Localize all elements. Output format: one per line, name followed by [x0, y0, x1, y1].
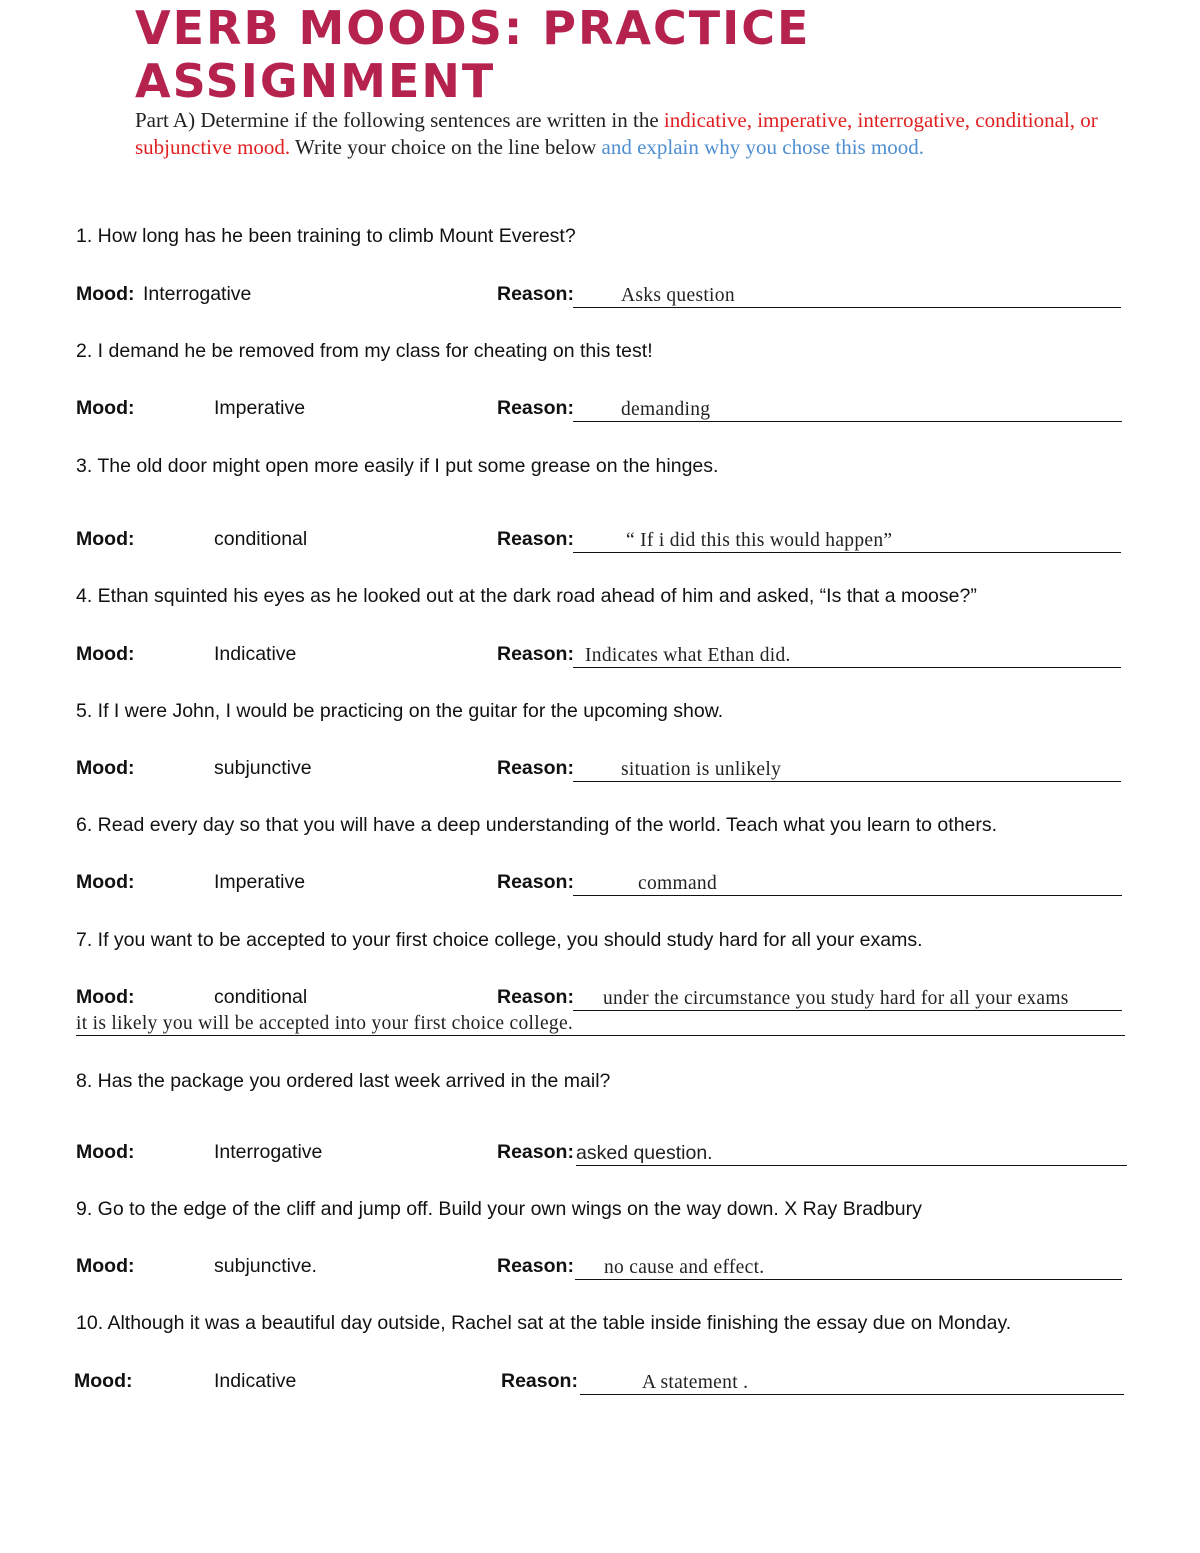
reason-field[interactable]	[573, 986, 1122, 1011]
reason-answer: “ If i did this this would happen”	[626, 530, 893, 551]
reason-answer: Asks question	[621, 285, 735, 306]
mood-label: Mood:	[76, 986, 135, 1008]
mood-answer[interactable]: subjunctive	[214, 757, 312, 779]
reason-label: Reason:	[497, 397, 574, 419]
instructions-part: Part A) Determine if the following sentences are written in the	[135, 108, 664, 132]
reason-answer: A statement .	[642, 1372, 749, 1393]
reason-answer: demanding	[621, 399, 711, 420]
question-text: 6. Read every day so that you will have a deep understanding of the world. Teach what you learn to others.	[76, 814, 998, 836]
mood-label: Mood:	[76, 397, 135, 419]
instructions	[135, 107, 1120, 161]
reason-field-continuation[interactable]	[76, 1011, 1125, 1036]
page-title: VERB MOODS: PRACTICE ASSIGNMENT	[135, 1, 811, 108]
reason-answer: Indicates what Ethan did.	[585, 645, 791, 666]
reason-label: Reason:	[497, 1141, 574, 1163]
mood-label: Mood:	[76, 871, 135, 893]
reason-label: Reason:	[497, 986, 574, 1008]
reason-field[interactable]	[573, 757, 1121, 782]
mood-answer[interactable]: subjunctive.	[214, 1255, 317, 1277]
question-text: 8. Has the package you ordered last week arrived in the mail?	[76, 1070, 611, 1092]
mood-answer[interactable]: Imperative	[214, 871, 306, 893]
answer-row	[0, 397, 1200, 427]
answer-row	[0, 643, 1200, 673]
mood-label: Mood:	[76, 528, 135, 550]
mood-answer[interactable]: Interrogative	[143, 283, 252, 305]
mood-label: Mood:	[76, 283, 135, 305]
reason-field[interactable]	[573, 528, 1121, 553]
mood-label: Mood:	[76, 643, 135, 665]
answer-row	[0, 871, 1200, 901]
reason-field[interactable]	[573, 871, 1122, 896]
reason-answer-continuation: it is likely you will be accepted into your first choice college.	[76, 1013, 574, 1034]
reason-label: Reason:	[501, 1370, 578, 1392]
mood-label: Mood:	[76, 757, 135, 779]
reason-field[interactable]	[576, 1141, 1127, 1166]
reason-answer: situation is unlikely	[621, 759, 782, 780]
reason-label: Reason:	[497, 871, 574, 893]
question-text: 9. Go to the edge of the cliff and jump off. Build your own wings on the way down. X Ray Bradbury	[76, 1198, 922, 1220]
mood-label: Mood:	[76, 1255, 135, 1277]
reason-label: Reason:	[497, 643, 574, 665]
mood-answer[interactable]: Indicative	[214, 643, 297, 665]
reason-label: Reason:	[497, 1255, 574, 1277]
answer-row	[0, 1141, 1200, 1171]
answer-row	[0, 1255, 1200, 1285]
mood-label: Mood:	[76, 1141, 135, 1163]
mood-answer[interactable]: conditional	[214, 528, 308, 550]
answer-row	[0, 283, 1200, 313]
reason-answer: no cause and effect.	[604, 1257, 765, 1278]
instructions-moods: indicative, imperative, interrogative, conditional, or subjunctive mood.	[135, 108, 1098, 159]
instructions-explain: and explain why you chose this mood.	[601, 135, 925, 159]
reason-label: Reason:	[497, 757, 574, 779]
mood-label: Mood:	[74, 1370, 133, 1392]
reason-answer: asked question.	[576, 1142, 713, 1164]
answer-row	[0, 1370, 1200, 1400]
question-text: 7. If you want to be accepted to your first choice college, you should study hard for all your exams.	[76, 929, 923, 951]
reason-field[interactable]	[575, 1255, 1122, 1280]
reason-field[interactable]	[573, 397, 1122, 422]
reason-field[interactable]	[573, 283, 1121, 308]
reason-answer: under the circumstance you study hard for all your exams	[603, 988, 1069, 1009]
reason-field[interactable]	[573, 643, 1121, 668]
question-text: 4. Ethan squinted his eyes as he looked out at the dark road ahead of him and asked, “Is that a moose?”	[76, 585, 977, 607]
answer-row	[0, 528, 1200, 558]
reason-answer: command	[638, 873, 717, 894]
reason-field[interactable]	[580, 1370, 1124, 1395]
mood-answer[interactable]: Imperative	[214, 397, 306, 419]
question-text: 2. I demand he be removed from my class for cheating on this test!	[76, 340, 653, 362]
reason-label: Reason:	[497, 283, 574, 305]
question-text: 1. How long has he been training to climb Mount Everest?	[76, 225, 576, 247]
answer-row	[0, 757, 1200, 787]
question-text: 5. If I were John, I would be practicing on the guitar for the upcoming show.	[76, 700, 724, 722]
question-text: 3. The old door might open more easily if I put some grease on the hinges.	[76, 455, 719, 477]
mood-answer[interactable]: conditional	[214, 986, 308, 1008]
mood-answer[interactable]: Interrogative	[214, 1141, 323, 1163]
question-text: 10. Although it was a beautiful day outside, Rachel sat at the table inside finishing the essay due on Monday.	[76, 1312, 1012, 1334]
mood-answer[interactable]: Indicative	[214, 1370, 297, 1392]
instructions-middle: Write your choice on the line below	[290, 135, 602, 159]
reason-label: Reason:	[497, 528, 574, 550]
